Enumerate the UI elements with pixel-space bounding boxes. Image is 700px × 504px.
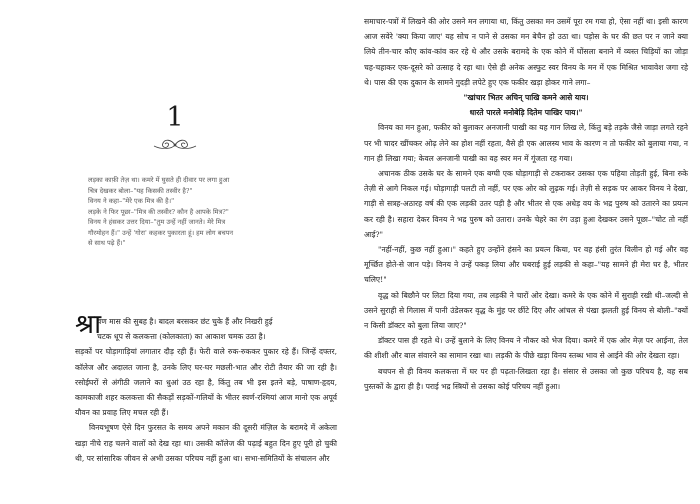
epigraph-line: गौरमोहन हैं।" उन्हें 'गोरा' कहकर पुकारता हूं। हम लोग बचपन xyxy=(88,228,234,237)
epigraph xyxy=(88,175,328,249)
song-line: धारते पारले मनोबेड़ि दितेम पाखिर पाय।" xyxy=(469,108,583,118)
right-page xyxy=(350,0,700,504)
right-body-text xyxy=(364,14,688,394)
paragraph: विनय का मन हुआ, फकीर को बुलाकर अनजानी पाखी का यह गान लिख ले, किंतु बड़े तड़के जैसे जाड़ा लगते रहने पर भी चादर खींचकर ओढ़ लेने का होश नहीं रहता, वैसे ही एक आलस्य भाव के कारण न तो फकीर को बुलाया गया, न गान ही लिखा गया; केवल अनजानी पाखी का वह स्वर मन में गूंजता रह गया। xyxy=(364,123,688,163)
paragraph: अचानक ठीक उसके घर के सामने एक बग्घी एक घोड़ागाड़ी से टकराकर उसका एक पहिया तोड़ती हुई, बिना रुके तेज़ी से आगे निकल गई। घोड़ागाड़ी पलटी तो नहीं, पर एक ओर को लुढ़क गई। तेज़ी से सड़क पर आकर विनय ने देखा, गाड़ी से सत्रह-अठारह वर्ष की एक लड़की उतर पड़ी है और भीतर से एक अधेड़ वय के भद्र पुरुष को उतारने का प्रयत्न कर रही है। सहारा देकर विनय ने भद्र पुरुष को उतारा। उनके चेहरे का रंग उड़ा हुआ देखकर उसने पूछा–"चोट तो नहीं आई?" xyxy=(364,169,688,239)
paragraph: सड़कों पर घोड़ागाड़ियां लगातार दौड़ रही हैं। फेरी वाले रुक-रुककर पुकार रहे हैं। जिन्हें दफ्तर, कॉलेज और अदालत जाना है, उनके लिए घर-घर मछली-भात और रोटी तैयार की जा रही है। रसोईघरों से अंगीठी जलाने का धुआं उठ रहा है, किंतु तब भी इस इतने बड़े, पाषाण-हृदय, कामकाजी शहर कलकत्ता की सैकड़ों सड़कों-गलियों के भीतर स्वर्ण-रश्मियां आज मानो एक अपूर्व यौवन का प्रवाह लिए मचल रही हैं। xyxy=(75,347,337,418)
opening-lines xyxy=(75,309,337,344)
epigraph-line: चित्र देखकर बोला–"यह किसकी तस्वीर है?" xyxy=(88,186,193,195)
song-line: "खांचार भितर अचिन् पाखि कमने आसे याय। xyxy=(463,93,589,103)
opening-line: वण मास की सुबह है। बादल बरसकर छंट चुके हैं और निखरी हुई xyxy=(97,317,273,326)
epigraph-line: लड़का काफ़ी तेज़ था। कमरे में घुसते ही दीवार पर लगा हुआ xyxy=(88,176,230,184)
paragraph: वृद्ध को बिछौने पर लिटा दिया गया, तब लड़की ने चारों ओर देखा। कमरे के एक कोने में सुराही रखी थी–जल्दी से उसने सुराही से गिलास में पानी उंडेलकर वृद्ध के मुंह पर छींटे दिए और आंचल से पंखा झलती हुई विनय से बोली–"क्यों न किसी डॉक्टर को बुला लिया जाए?" xyxy=(364,290,688,331)
paragraph: बचपन से ही विनय कलकत्ता में घर पर ही पढ़ता-लिखता रहा है। संसार से उसका जो कुछ परिचय है, वह सब पुस्तकों के द्वारा ही है। पराई भद्र स्त्रियों से उसका कोई परिचय नहीं हुआ। xyxy=(364,366,688,391)
paragraph: "नहीं-नहीं, कुछ नहीं हुआ।" कहते हुए उन्होंने हंसने का प्रयत्न किया, पर वह हंसी तुरंत विलीन हो गई और वह मूर्च्छित होते-से जान पड़े। विनय ने उन्हें पकड़ लिया और घबराई हुई लड़की से कहा–"यह सामने ही मेरा घर है, भीतर चलिए!" xyxy=(364,245,688,285)
paragraph: डॉक्टर पास ही रहते थे। उन्हें बुलाने के लिए विनय ने नौकर को भेज दिया। कमरे में एक ओर मेज़ पर आईना, तेल की शीशी और बाल संवारने का सामान रखा था। लड़की के पीछे खड़ा विनय स्तब्ध भाव से आईने की ओर देखता रहा। xyxy=(364,336,688,361)
paragraph: विनयभूषण ऐसे दिन फुरसत के समय अपने मकान की दूसरी मंज़िल के बरामदे में अकेला खड़ा नीचे राह चलने वालों को देख रहा था। उसकी कॉलेज की पढ़ाई बहुत दिन हुए पूरी हो चुकी थी, पर सांसारिक जीवन से अभी उसका परिचय नहीं हुआ था। सभा-समितियों के संचालन और xyxy=(75,423,337,463)
epigraph-line: से साथ पढ़े हैं।" xyxy=(88,239,126,247)
epigraph-line: विनय ने कहा–"मेरे एक मित्र की है।" xyxy=(88,197,175,205)
epigraph-line: लड़के ने फिर पूछा–"मित्र की तस्वीर? कौन है आपके मित्र?" xyxy=(88,207,229,216)
flourish-ornament-icon xyxy=(150,138,200,152)
opening-line: चटक धूप से कलकत्ता (कोलकाता) का आकाश चमक उठा है। xyxy=(97,332,266,342)
chapter-number: 1 xyxy=(166,102,184,133)
epigraph-line: विनय ने हंसकर उत्तर दिया–"तुम उन्हें नहीं जानते। मेरे मित्र xyxy=(88,218,226,226)
paragraph: समाचार-पत्रों में लिखने की ओर उसने मन लगाया था, किंतु उसका मन उसमें पूरा रम गया हो, ऐसा नहीं था। इसी कारण आज सवेरे 'क्या किया जाए' यह सोच न पाने से उसका मन बेचैन हो उठा था। पड़ोस के घर की छत पर न जाने क्या लिये तीन-चार कौए कांव-कांव कर रहे थे और उसके बरामदे के एक कोने में घोंसला बनाने में व्यस्त चिड़ियों का जोड़ा चह-चहाकर एक-दूसरे को उत्साह दे रहा था। ऐसे ही अनेक अस्फुट स्वर विनय के मन में एक मिश्रित भावावेश जगा रहे थे। पास की एक दुकान के सामने गुदड़ी लपेटे हुए एक फकीर खड़ा होकर गाने लगा– xyxy=(364,17,688,87)
drop-cap: श्रा xyxy=(75,309,102,340)
left-body-text xyxy=(75,309,337,466)
